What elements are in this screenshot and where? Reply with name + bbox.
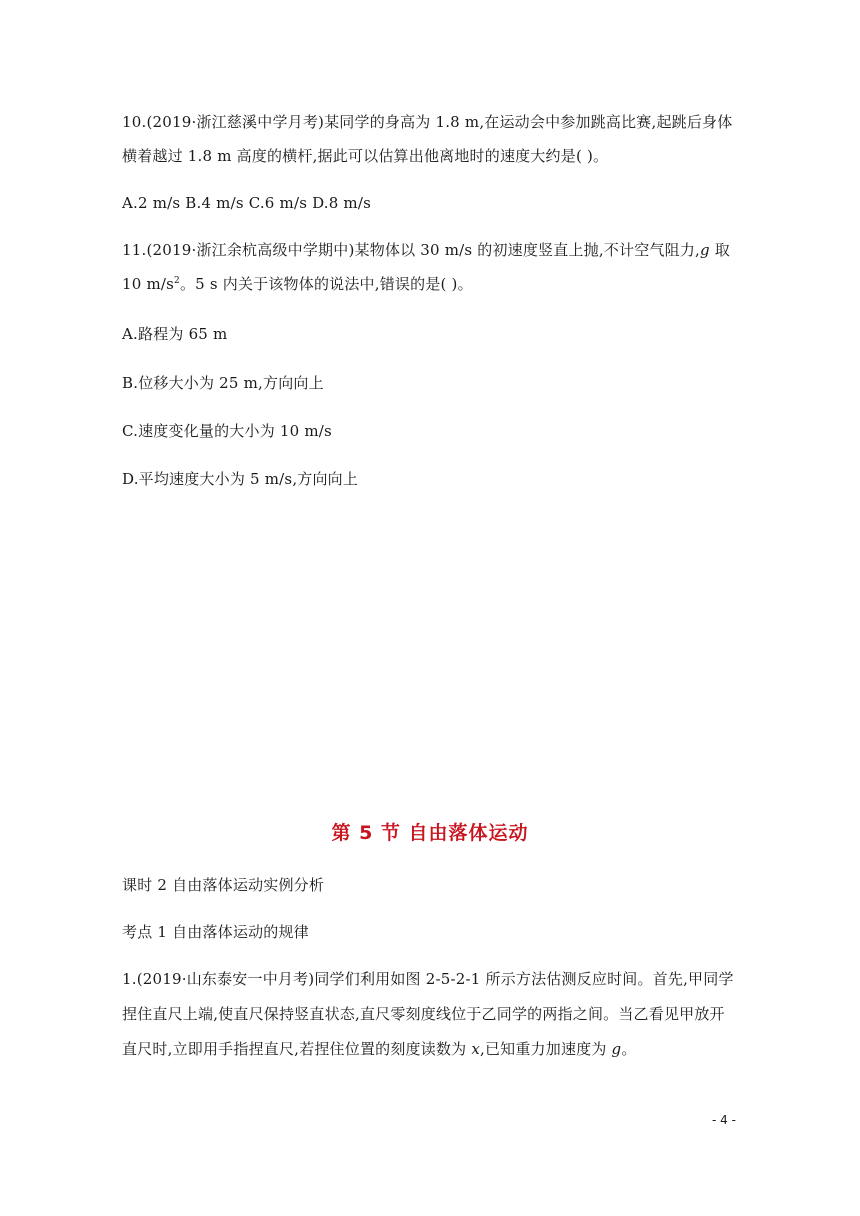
q1-symbol-x: x [471, 1040, 480, 1058]
q1-stem-line-3-mid: ,已知重力加速度为 [479, 1040, 612, 1058]
q11-option-d: D.平均速度大小为 5 m/s,方向向上 [122, 470, 359, 488]
q1-stem-line-3 [122, 1039, 637, 1059]
page-number: - 4 - [712, 1113, 736, 1127]
q10-stem-line-1: 10.(2019·浙江慈溪中学月考)某同学的身高为 1.8 m,在运动会中参加跳高比赛,起跳后身体 [122, 113, 733, 131]
q11-option-b: B.位移大小为 25 m,方向向上 [122, 374, 324, 392]
q11-option-a: A.路程为 65 m [122, 325, 228, 343]
q10-stem-line-2: 横着越过 1.8 m 高度的横杆,据此可以估算出他离地时的速度大约是( )。 [122, 147, 609, 165]
q11-exponent: 2 [174, 276, 180, 286]
q11-stem-line-1 [122, 240, 730, 260]
q11-stem-line-1-tail: 取 [709, 241, 730, 259]
q1-stem-line-1: 1.(2019·山东泰安一中月考)同学们利用如图 2-5-2-1 所示方法估测反应时间。首先,甲同学 [122, 970, 734, 988]
q1-stem-line-2: 捏住直尺上端,使直尺保持竖直状态,直尺零刻度线位于乙同学的两指之间。当乙看见甲放开 [122, 1005, 725, 1023]
q1-stem-line-3-text: 直尺时,立即用手指捏直尺,若捏住位置的刻度读数为 [122, 1040, 472, 1058]
q11-symbol-g: g [700, 241, 710, 259]
lesson-heading: 课时 2 自由落体运动实例分析 [122, 876, 325, 894]
q11-option-c: C.速度变化量的大小为 10 m/s [122, 422, 332, 440]
q1-symbol-g: g [611, 1040, 622, 1058]
q11-acceleration-value: 10 m/s [122, 275, 175, 293]
q11-stem-line-2-text: 。5 s 内关于该物体的说法中,错误的是( )。 [179, 275, 473, 293]
q10-options: A.2 m/s B.4 m/s C.6 m/s D.8 m/s [122, 194, 372, 212]
q11-stem-line-1-text: 11.(2019·浙江余杭高级中学期中)某物体以 30 m/s 的初速度竖直上抛,不计空气阻力, [122, 241, 701, 259]
section-title: 第 5 节 自由落体运动 [331, 822, 529, 844]
topic-heading: 考点 1 自由落体运动的规律 [122, 923, 309, 941]
q11-stem-line-2 [122, 274, 473, 294]
q1-stem-line-3-end: 。 [621, 1040, 637, 1058]
